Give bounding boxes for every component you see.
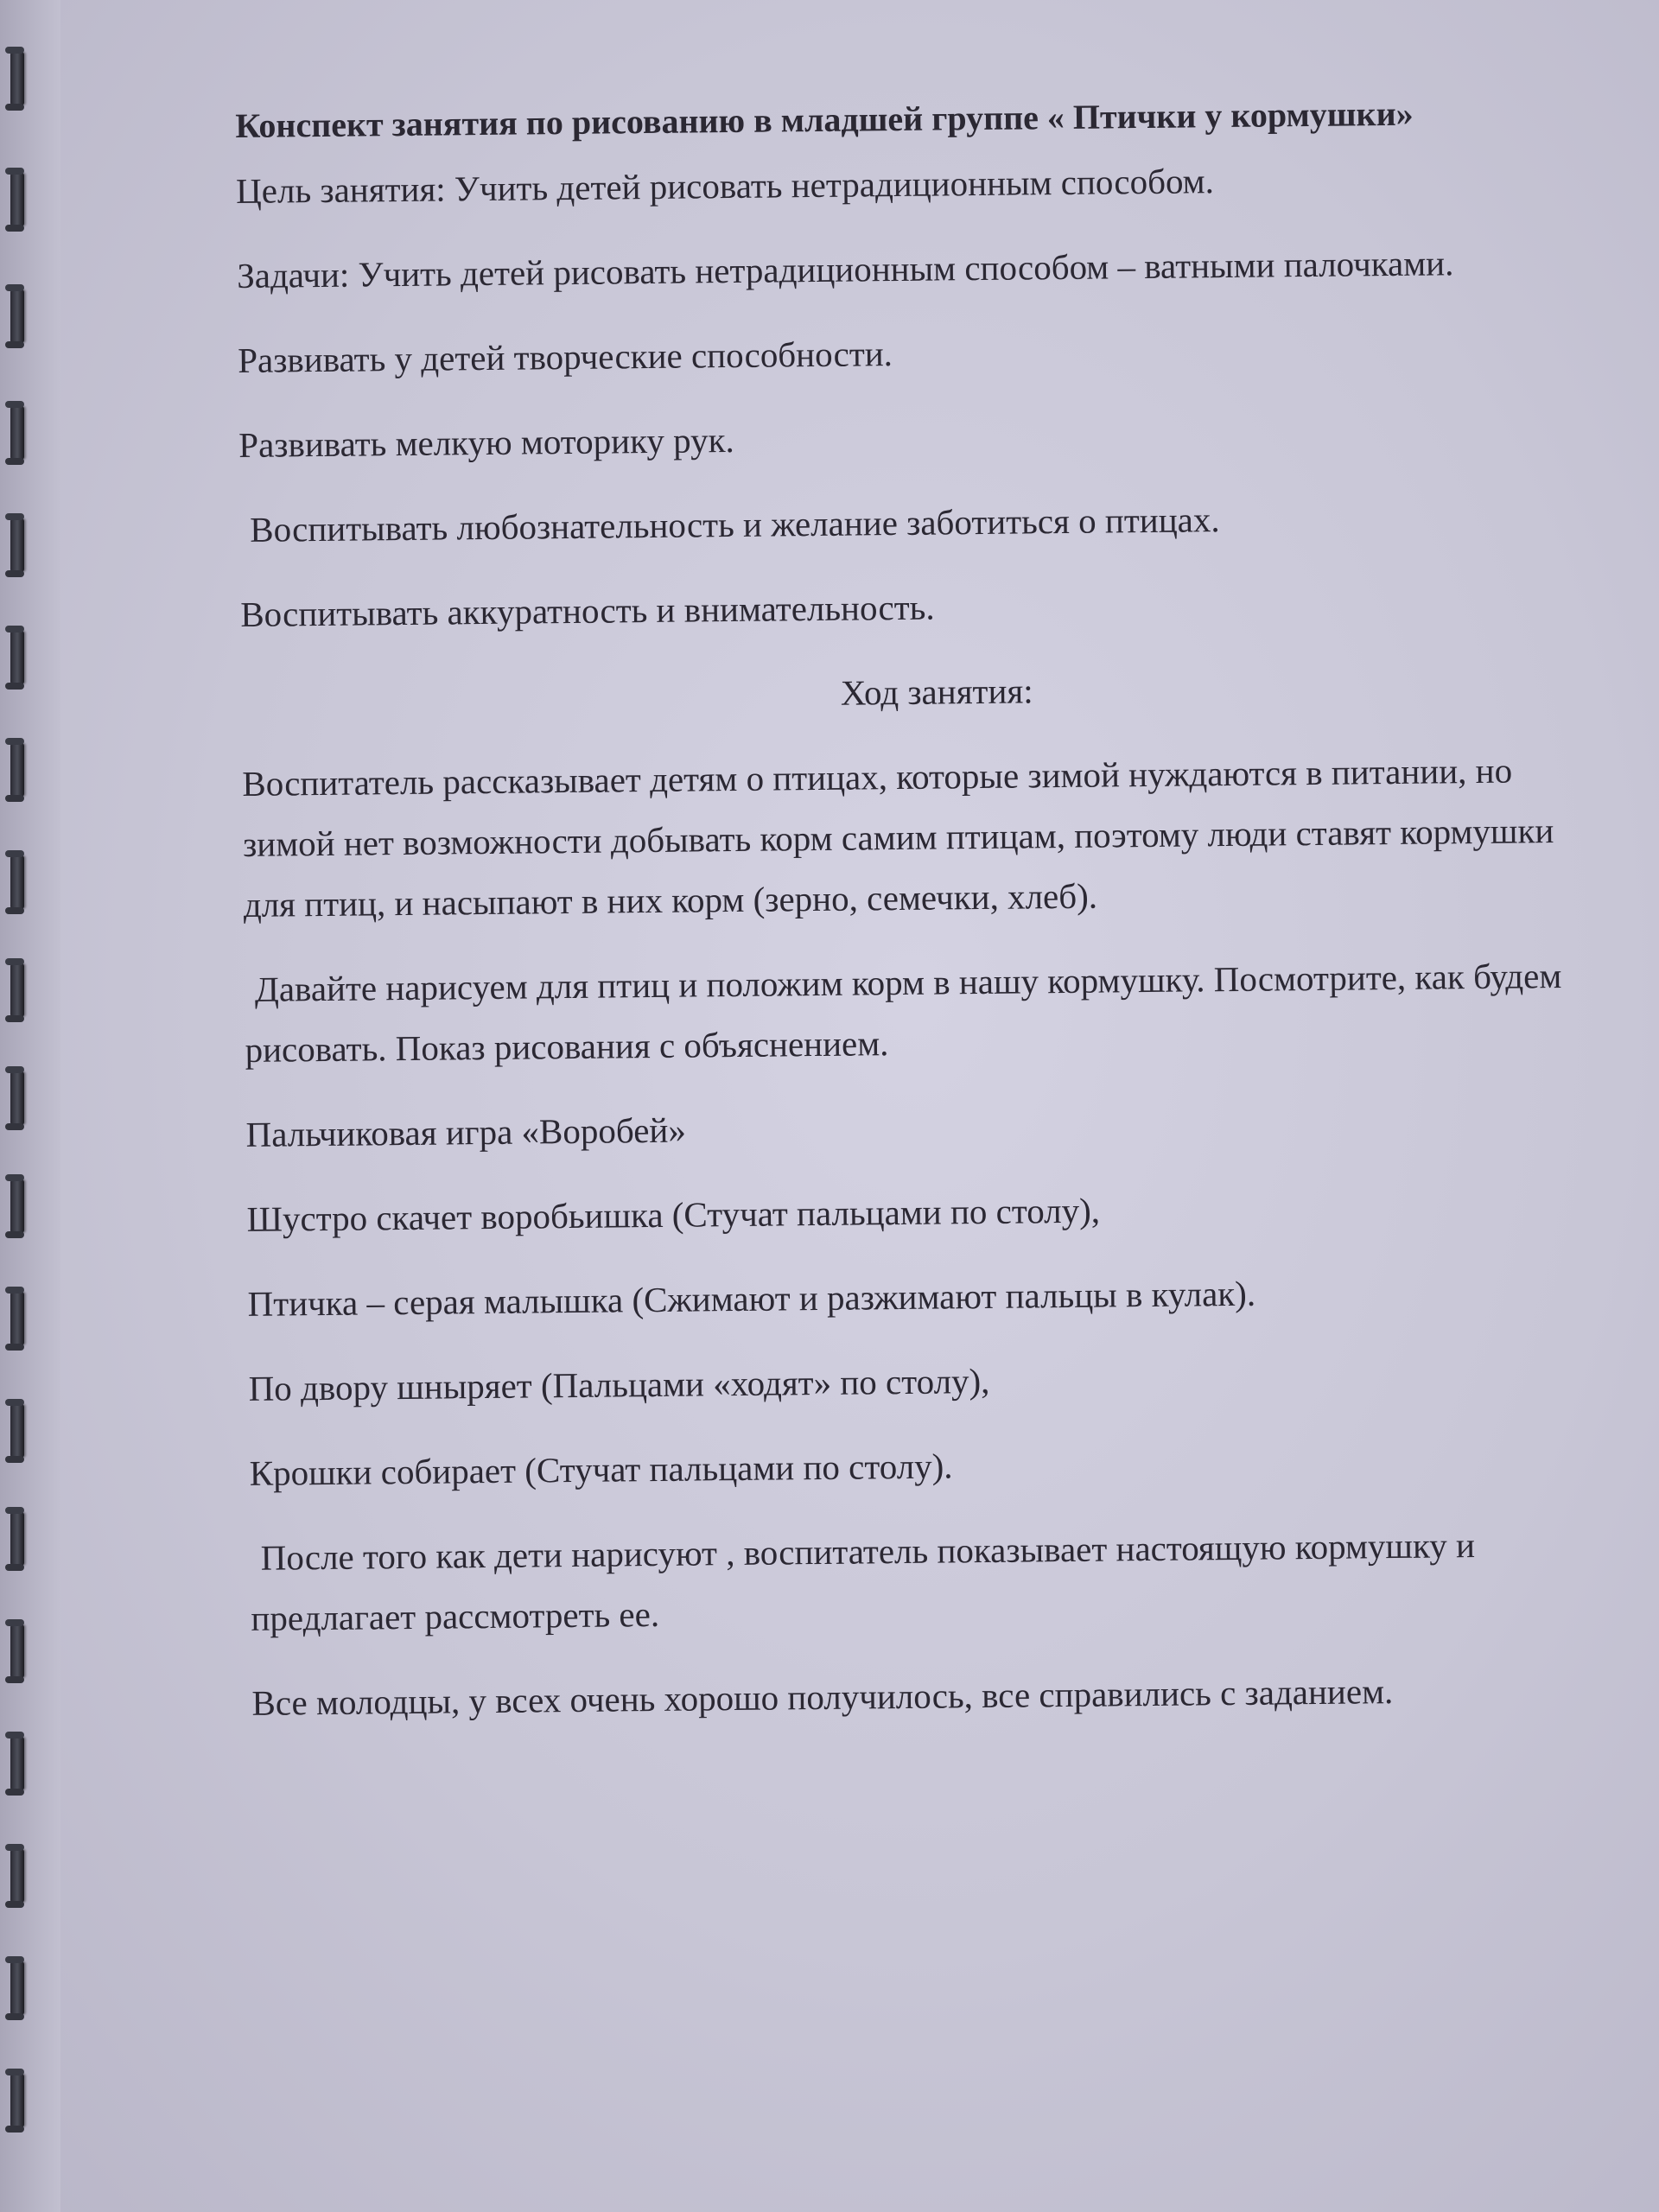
- body-paragraph: Пальчиковая игра «Воробей»: [245, 1109, 687, 1154]
- body-paragraph: После того как дети нарисуют , воспитатель показывает настоящую кормушку и предлагает рассмотреть ее.: [251, 1525, 1476, 1638]
- body-paragraph: Крошки собирает (Стучат пальцами по столу).: [249, 1446, 953, 1493]
- task-item: Развивать мелкую моторику рук.: [238, 419, 735, 465]
- body-paragraph: По двору шныряет (Пальцами «ходят» по столу),: [248, 1360, 990, 1408]
- task-item: Воспитывать любознательность и желание заботиться о птицах.: [250, 499, 1220, 550]
- document-title: Конспект занятия по рисованию в младшей группе « Птички у кормушки»: [235, 93, 1414, 145]
- binding-coil: [10, 406, 24, 460]
- binding-coil: [10, 1404, 24, 1458]
- binding-coil: [10, 1737, 24, 1790]
- binding-coil: [10, 1849, 24, 1903]
- binding-coil: [10, 2074, 24, 2127]
- tasks-paragraph: Задачи: Учить детей рисовать нетрадиционным способом – ватными палочками.: [236, 243, 1454, 296]
- task-item: Развивать у детей творческие способности.: [237, 334, 893, 380]
- binding-coil: [10, 1179, 24, 1233]
- binding-coil: [10, 743, 24, 797]
- body-paragraph: Шустро скачет воробьишка (Стучат пальцами по столу),: [246, 1190, 1101, 1239]
- task-item: Воспитывать аккуратность и внимательность.: [240, 587, 935, 634]
- binding-coil: [10, 855, 24, 909]
- binding-coil: [10, 52, 24, 105]
- binding-coil: [10, 963, 24, 1017]
- binding-coil: [10, 173, 24, 226]
- body-paragraph: Птичка – серая малышка (Сжимают и разжимают пальцы в кулак).: [247, 1273, 1256, 1324]
- binding-coil: [10, 1961, 24, 2015]
- binding-coil: [10, 1071, 24, 1125]
- binding-coil: [10, 631, 24, 684]
- binding-coil: [10, 1512, 24, 1566]
- spiral-binding: [0, 0, 60, 2212]
- body-paragraph: Давайте нарисуем для птиц и положим корм в нашу кормушку. Посмотрите, как будем рисовать. Показ рисования с объяснением.: [245, 955, 1562, 1070]
- goal-paragraph: Цель занятия: Учить детей рисовать нетрадиционным способом.: [235, 161, 1215, 211]
- section-heading: Ход занятия:: [840, 671, 1033, 713]
- body-paragraph: Воспитатель рассказывает детям о птицах, которые зимой нуждаются в питании, но зимой нет возможности добывать корм самим птицам, поэтому люди ставят кормушки для птиц, и насыпают в них корм (зерно, семечки, хлеб).: [242, 750, 1554, 925]
- binding-coil: [10, 289, 24, 343]
- body-paragraph: Все молодцы, у всех очень хорошо получилось, все справились с заданием.: [251, 1671, 1394, 1723]
- document-text: [235, 80, 1618, 1757]
- binding-coil: [10, 1624, 24, 1678]
- binding-coil: [10, 1292, 24, 1345]
- binding-coil: [10, 518, 24, 572]
